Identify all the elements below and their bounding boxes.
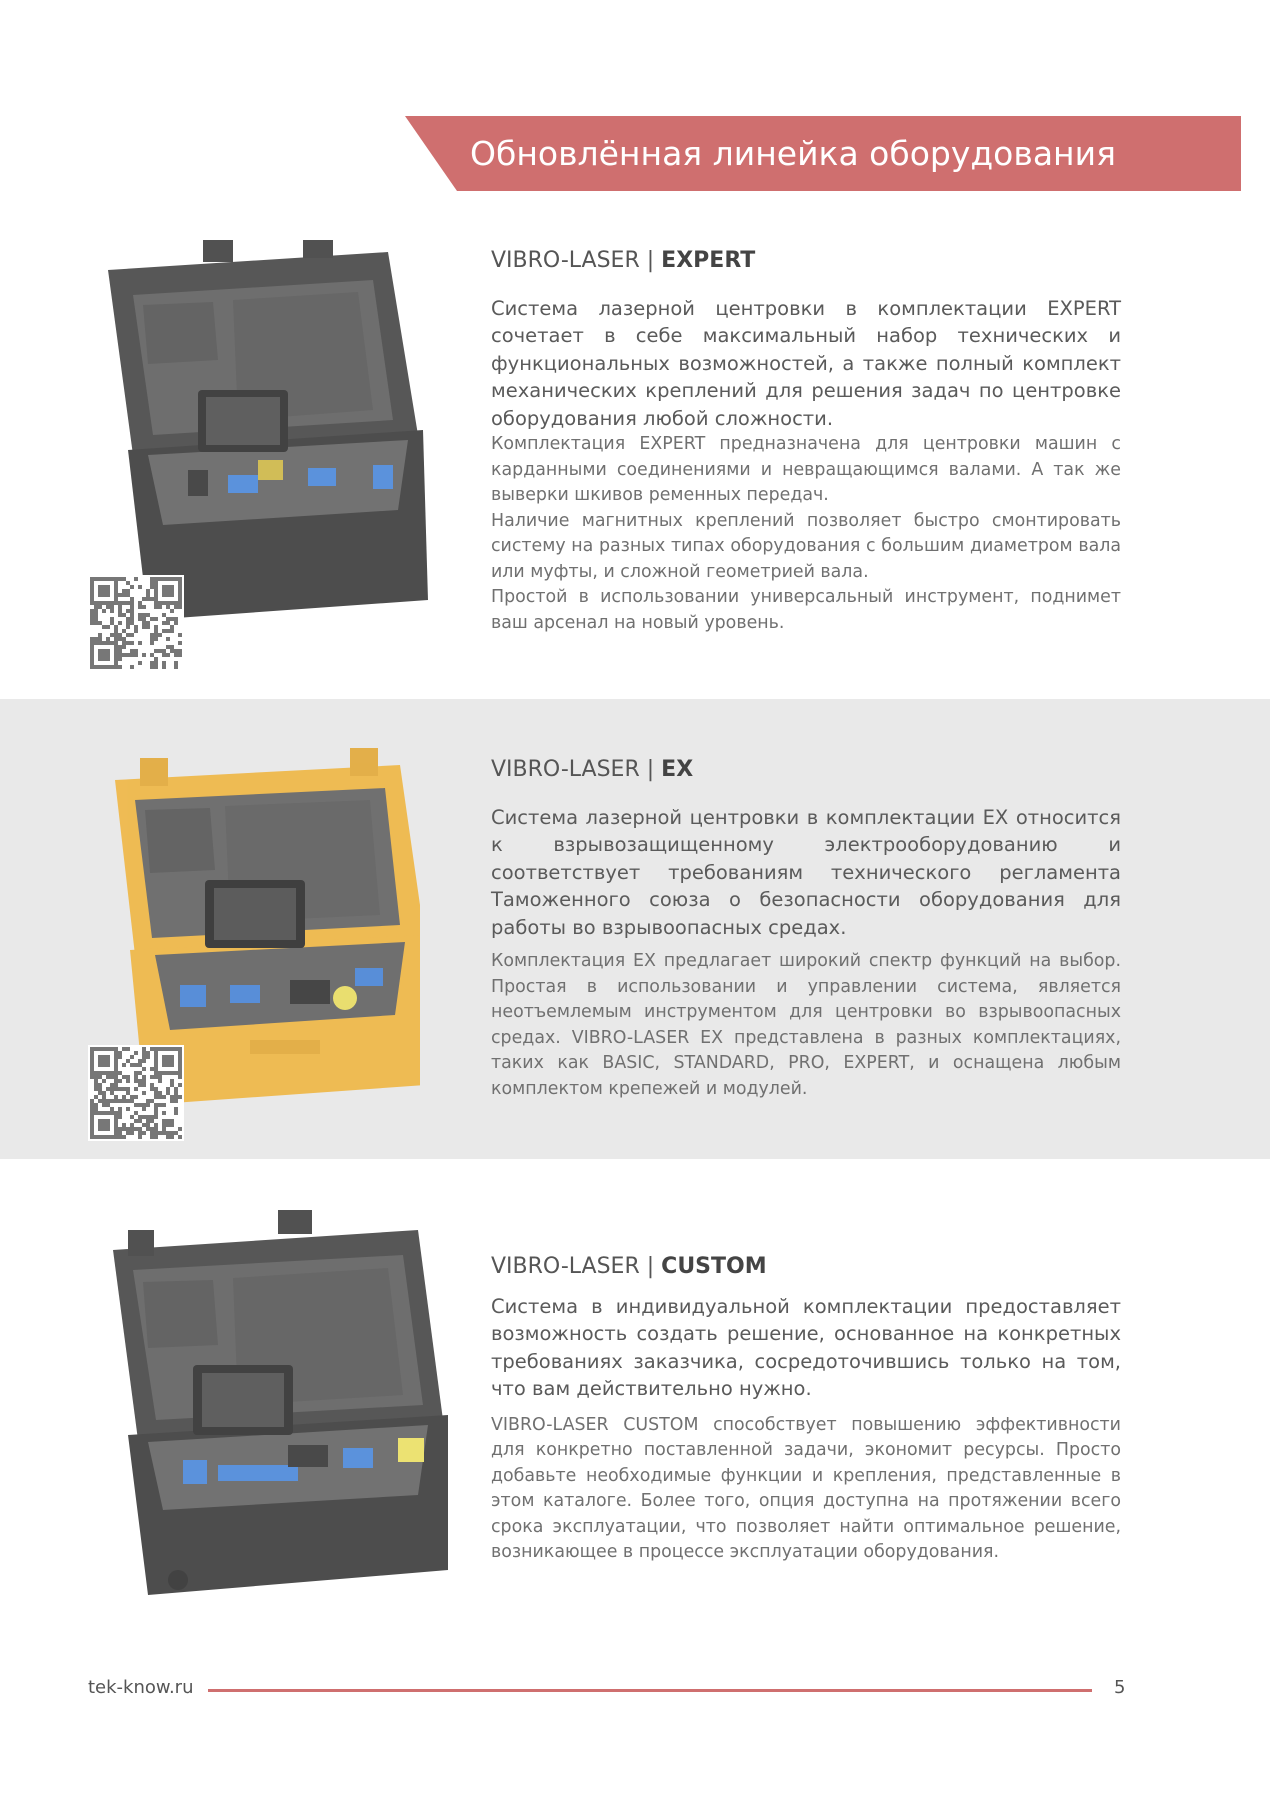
separator: | [646,1254,655,1279]
product-text [491,757,1121,1102]
equipment-case-image [98,1210,458,1600]
model-name: EXPERT [661,248,756,273]
page-number: 5 [1114,1677,1126,1698]
lead-paragraph: Система лазерной центровки в комплектации EXPERT сочетает в себе максимальный набор технических и функциональных возможностей, а также полный комплект механических креплений для решения задач по центровке оборудования любой сложности. [491,297,1121,430]
page-title: Обновлённая линейка оборудования [470,134,1116,173]
model-name: CUSTOM [661,1254,767,1279]
body-paragraph: Комплектация EX предлагает широкий спектр функций на выбор. Простая в использовании и управлении система, является неотъемлемым инструментом для центровки во взрывоопасных средах. VIBRO-LASER EX представлена в разных комплектациях, таких как BASIC, STANDARD, PRO, EXPERT, и оснащена любым комплектом крепежей и модулей. [491,951,1121,1099]
body-paragraph: Простой в использовании универсальный инструмент, поднимет ваш арсенал на новый уровень. [491,587,1121,633]
product-heading [491,1254,1121,1279]
lead-paragraph: Система в индивидуальной комплектации предоставляет возможность создать решение, основанное на конкретных требованиях заказчика, сосредоточившись только на том, что вам действительно нужно. [491,1295,1121,1401]
qr-code [88,1045,184,1141]
body-paragraph: VIBRO-LASER CUSTOM способствует повышению эффективности для конкретно поставленной задачи, экономит ресурсы. Просто добавьте необходимые функции и крепления, представленные в этом каталоге. Более того, опция доступна на протяжении всего срока эксплуатации, что позволяет найти оптимальное решение, возникающее в процессе эксплуатации оборудования. [491,1414,1121,1563]
body-paragraph: Комплектация EXPERT предназначена для центровки машин с карданными соединениями и невращающимся валами. А так же выверки шкивов ременных передач. [491,434,1121,506]
separator: | [646,248,655,273]
brand-name: VIBRO-LASER [491,248,640,273]
brand-name: VIBRO-LASER [491,757,640,782]
product-heading [491,757,1121,782]
separator: | [646,757,655,782]
qr-code [88,575,184,671]
footer-site[interactable]: tek-know.ru [88,1677,194,1698]
brand-name: VIBRO-LASER [491,1254,640,1279]
model-name: EX [661,757,694,782]
lead-paragraph: Система лазерной центровки в комплектации EX относится к взрывозащищенному электрооборудованию и соответствует требованиям технического регламента Таможенного союза о безопасности оборудования для работы во взрывоопасных средах. [491,806,1121,939]
product-text [491,248,1121,636]
product-text [491,1254,1121,1566]
product-heading [491,248,1121,273]
equipment-case-image [88,240,428,620]
footer-divider [208,1689,1092,1692]
body-paragraph: Наличие магнитных креплений позволяет быстро смонтировать систему на разных типах оборудования с большим диаметром вала или муфты, и сложной геометрией вала. [491,510,1121,582]
